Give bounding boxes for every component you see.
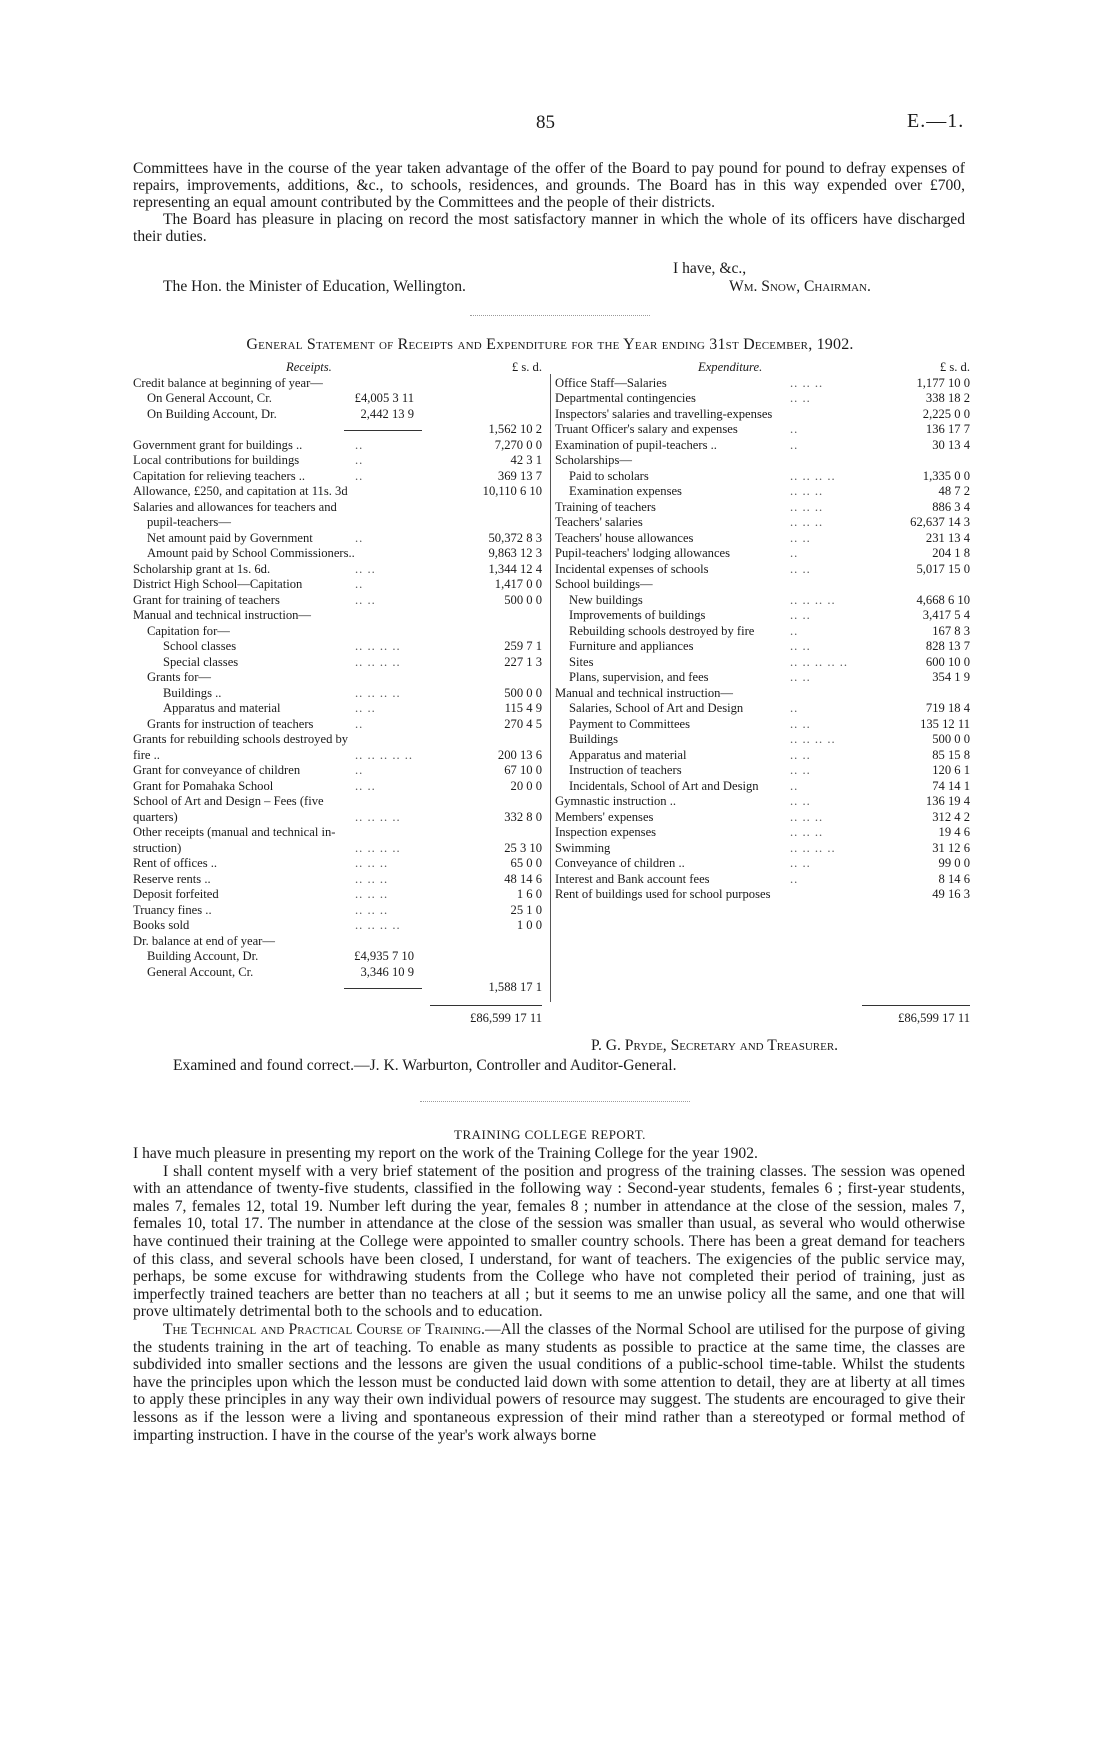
row-description: Grant for training of teachers xyxy=(133,592,280,607)
account-row xyxy=(133,593,542,609)
document-code: E.—1. xyxy=(907,110,965,132)
row-description: Capitation for— xyxy=(147,623,230,638)
leader-dots: .. xyxy=(790,701,799,715)
account-row xyxy=(133,531,542,547)
account-row xyxy=(133,934,542,950)
row-description: General Account, Cr. xyxy=(147,964,254,979)
row-amount: 5,017 15 0 xyxy=(916,561,970,576)
account-row xyxy=(133,980,542,996)
subtotal-rule xyxy=(344,430,422,431)
row-amount: 200 13 6 xyxy=(497,747,542,762)
row-amount: 312 4 2 xyxy=(932,809,970,824)
account-row xyxy=(555,856,970,872)
leader-dots: .. .. .. .. xyxy=(790,468,836,483)
row-description: Government grant for buildings .. xyxy=(133,437,303,452)
row-description: School of Art and Design – Fees (five xyxy=(133,794,324,808)
report-paragraph: I shall content myself with a very brief statement of the position and progress of the training classes. The session was opened with an attendance of twenty-five students, classified in the following way : Second-year students, females 6 ; first-year students, males 7, females 12, total 19. Number left during the year, females 8 ; number in attendance at the close of the session, males 7, females 10, total 17. The number in attendance at the close of the session was smaller than usual, as several who would otherwise have continued their training at the College were appointed to smaller country schools. There has been a great demand for teachers of this class, and several schools have been closed, I understand, for want of teachers. The exigencies of the public service may, perhaps, be some excuse for withdrawing students from the College who have not completed their period of training, just as imperfectly trained teachers are better than no teachers at all ; but it seems to me an unwise policy all the same, and one that will prove ultimately detrimental both to the schools and to education. xyxy=(133,1162,965,1321)
account-row xyxy=(555,376,970,392)
account-row xyxy=(555,407,970,423)
account-row xyxy=(133,438,542,454)
leader-dots: .. .. .. xyxy=(355,887,389,901)
account-row xyxy=(133,841,542,857)
account-row xyxy=(133,918,542,934)
account-row xyxy=(555,686,970,702)
row-description: Grants for— xyxy=(147,670,212,684)
leader-dots: .. .. xyxy=(790,856,811,870)
account-row xyxy=(555,717,970,733)
row-description: Rent of offices .. xyxy=(133,856,218,870)
account-row xyxy=(555,484,970,500)
statement-title: General Statement of Receipts and Expenditure for the Year ending 31st December, 1902. xyxy=(246,336,854,353)
leader-dots: .. .. .. .. xyxy=(355,809,401,824)
row-description: On General Account, Cr. xyxy=(147,391,272,405)
leader-dots: .. .. xyxy=(355,701,376,715)
row-amount: 65 0 0 xyxy=(510,856,542,870)
row-amount: 1,588 17 1 xyxy=(488,980,542,994)
account-row xyxy=(133,469,542,485)
leader-dots: .. .. .. xyxy=(790,515,824,529)
row-amount: 48 7 2 xyxy=(938,484,970,498)
row-amount: 4,668 6 10 xyxy=(916,592,970,607)
row-amount: 354 1 9 xyxy=(932,670,970,684)
row-amount: 30 13 4 xyxy=(932,437,970,452)
account-row xyxy=(555,624,970,640)
account-row xyxy=(555,872,970,888)
leader-dots: .. .. .. xyxy=(790,825,824,839)
row-description: Dr. balance at end of year— xyxy=(133,933,275,948)
row-description: Reserve rents .. xyxy=(133,871,211,886)
account-row xyxy=(555,732,970,748)
leader-dots: .. .. xyxy=(790,670,811,684)
auditor-certification: Examined and found correct.—J. K. Warburton, Controller and Auditor-General. xyxy=(173,1057,677,1074)
chairman-signature: Wm. Snow, Chairman. xyxy=(729,278,871,295)
leader-dots: .. xyxy=(355,763,364,777)
row-amount: 19 4 6 xyxy=(938,825,970,839)
account-row xyxy=(555,655,970,671)
report-paragraph: I have much pleasure in presenting my report on the work of the Training College for the year 1902. xyxy=(133,1145,758,1162)
account-row xyxy=(133,577,542,593)
row-description: Buildings .. xyxy=(163,685,222,700)
row-amount: 500 0 0 xyxy=(504,592,542,607)
row-description: Grants for rebuilding schools destroyed by xyxy=(133,732,349,746)
account-row xyxy=(555,608,970,624)
row-description: Capitation for relieving teachers .. xyxy=(133,468,306,483)
row-description: Examination expenses xyxy=(569,484,682,498)
row-description: Apparatus and material xyxy=(163,701,281,715)
row-description: Scholarship grant at 1s. 6d. xyxy=(133,561,271,576)
account-row xyxy=(133,810,542,826)
row-description: School classes xyxy=(163,639,237,653)
row-amount: 85 15 8 xyxy=(932,747,970,762)
receipts-header-row xyxy=(133,360,542,376)
account-row xyxy=(555,593,970,609)
row-amount: 115 4 9 xyxy=(504,701,542,715)
row-description: New buildings xyxy=(569,592,643,607)
account-row xyxy=(555,701,970,717)
leader-dots: .. .. .. xyxy=(355,902,389,917)
leader-dots: .. .. .. xyxy=(355,856,389,870)
account-row xyxy=(133,794,542,810)
row-description: Special classes xyxy=(163,654,239,669)
row-description: fire .. xyxy=(133,747,160,762)
leader-dots: .. .. .. xyxy=(790,809,824,824)
account-row xyxy=(555,577,970,593)
row-description: Credit balance at beginning of year— xyxy=(133,375,323,390)
account-row xyxy=(133,608,542,624)
account-row xyxy=(555,422,970,438)
row-description: Salaries, School of Art and Design xyxy=(569,701,744,715)
row-amount: 49 16 3 xyxy=(932,887,970,901)
leader-dots: .. .. .. xyxy=(355,871,389,886)
row-amount: 62,637 14 3 xyxy=(910,515,970,529)
row-amount: 2,225 0 0 xyxy=(922,406,970,421)
row-amount: 332 8 0 xyxy=(504,809,542,824)
leader-dots: .. xyxy=(355,577,364,591)
row-amount: 338 18 2 xyxy=(925,391,970,405)
row-amount: 1,562 10 2 xyxy=(488,422,542,436)
account-row xyxy=(133,903,542,919)
row-amount: 259 7 1 xyxy=(504,639,542,653)
row-amount: 204 1 8 xyxy=(932,546,970,560)
leader-dots: .. xyxy=(355,530,364,545)
account-row xyxy=(555,531,970,547)
account-row xyxy=(133,515,542,531)
account-row xyxy=(133,624,542,640)
row-description: Swimming xyxy=(555,840,611,855)
account-row xyxy=(133,949,542,965)
page-number: 85 xyxy=(536,112,555,133)
account-row xyxy=(555,391,970,407)
row-description: Local contributions for buildings xyxy=(133,453,300,467)
row-description: Plans, supervision, and fees xyxy=(569,670,709,684)
row-amount: 10,110 6 10 xyxy=(482,484,542,498)
row-description: Amount paid by School Commissioners.. xyxy=(147,546,355,560)
row-amount: 167 8 3 xyxy=(932,623,970,638)
row-amount: 7,270 0 0 xyxy=(494,437,542,452)
account-row xyxy=(133,422,542,438)
account-row xyxy=(555,453,970,469)
account-row xyxy=(133,655,542,671)
section-heading: The Technical and Practical Course of Training. xyxy=(163,1320,485,1338)
row-amount: 99 0 0 xyxy=(938,856,970,870)
row-description: On Building Account, Dr. xyxy=(147,406,277,421)
leader-dots: .. .. xyxy=(355,778,376,793)
account-row xyxy=(555,438,970,454)
row-description: Truant Officer's salary and expenses xyxy=(555,422,738,436)
expenditure-column xyxy=(555,360,970,903)
row-description: Other receipts (manual and technical in- xyxy=(133,825,336,839)
account-row xyxy=(555,515,970,531)
receipts-heading: Receipts. xyxy=(286,360,332,374)
report-paragraph xyxy=(133,1321,965,1444)
row-description: District High School—Capitation xyxy=(133,577,303,591)
account-row xyxy=(133,965,542,981)
leader-dots: .. xyxy=(355,453,364,467)
row-description: Manual and technical instruction— xyxy=(555,685,734,700)
row-amount: 9,863 12 3 xyxy=(488,546,542,560)
leader-dots: .. .. xyxy=(355,561,376,576)
leader-dots: .. .. .. .. xyxy=(355,918,401,932)
row-description: Grant for Pomahaka School xyxy=(133,778,274,793)
sub-amount: £4,935 7 10 xyxy=(354,949,414,963)
account-row xyxy=(133,562,542,578)
currency-header: £ s. d. xyxy=(511,360,542,374)
row-description: Rebuilding schools destroyed by fire xyxy=(569,623,755,638)
row-amount: 227 1 3 xyxy=(504,654,542,669)
leader-dots: .. xyxy=(790,871,799,886)
row-description: School buildings— xyxy=(555,577,653,591)
account-row xyxy=(133,453,542,469)
receipts-column xyxy=(133,360,542,996)
leader-dots: .. xyxy=(355,468,364,483)
account-row xyxy=(133,376,542,392)
row-amount: 1,335 0 0 xyxy=(922,468,970,483)
account-row xyxy=(555,825,970,841)
addressee: The Hon. the Minister of Education, Wellington. xyxy=(163,278,466,295)
leader-dots: .. xyxy=(355,437,364,452)
leader-dots: .. .. xyxy=(790,716,811,731)
leader-dots: .. .. .. .. xyxy=(355,639,401,653)
currency-header: £ s. d. xyxy=(939,360,970,374)
row-description: Instruction of teachers xyxy=(569,763,682,777)
row-description: struction) xyxy=(133,840,182,855)
row-amount: 20 0 0 xyxy=(510,778,542,793)
account-row xyxy=(555,670,970,686)
training-college-title: TRAINING COLLEGE REPORT. xyxy=(454,1127,646,1142)
row-description: Incidentals, School of Art and Design xyxy=(569,778,759,793)
leader-dots: .. .. xyxy=(790,639,811,653)
leader-dots: .. .. xyxy=(790,747,811,762)
account-row xyxy=(133,825,542,841)
leader-dots: .. .. .. .. xyxy=(355,840,401,855)
separator-rule xyxy=(470,315,650,316)
row-description: Gymnastic instruction .. xyxy=(555,794,677,808)
row-description: Examination of pupil-teachers .. xyxy=(555,437,717,452)
row-description: Salaries and allowances for teachers and xyxy=(133,499,337,514)
leader-dots: .. .. .. .. xyxy=(790,592,836,607)
leader-dots: .. .. .. .. xyxy=(790,840,836,855)
row-description: Net amount paid by Government xyxy=(147,530,313,545)
row-description: Paid to scholars xyxy=(569,468,649,483)
row-amount: 31 12 6 xyxy=(932,840,970,855)
leader-dots: .. xyxy=(790,623,799,638)
account-row xyxy=(555,562,970,578)
row-amount: 136 17 7 xyxy=(925,422,970,436)
row-description: Office Staff—Salaries xyxy=(555,375,667,390)
separator-rule xyxy=(420,1101,690,1102)
row-description: Pupil-teachers' lodging allowances xyxy=(555,546,731,560)
account-row xyxy=(555,546,970,562)
row-description: Inspection expenses xyxy=(555,825,657,839)
account-row xyxy=(133,732,542,748)
row-amount: 500 0 0 xyxy=(504,685,542,700)
row-description: Scholarships— xyxy=(555,453,632,467)
leader-dots: .. .. xyxy=(790,391,811,405)
sub-amount: 3,346 10 9 xyxy=(360,964,414,979)
row-amount: 1,177 10 0 xyxy=(916,375,970,390)
expenditure-total: £86,599 17 11 xyxy=(898,1011,970,1025)
account-row xyxy=(133,639,542,655)
row-amount: 120 6 1 xyxy=(932,763,970,777)
row-description: Teachers' salaries xyxy=(555,515,643,529)
account-row xyxy=(133,701,542,717)
row-description: Members' expenses xyxy=(555,809,654,824)
row-amount: 135 12 11 xyxy=(920,716,970,731)
row-description: Departmental contingencies xyxy=(555,391,696,405)
leader-dots: .. .. xyxy=(790,561,811,576)
account-row xyxy=(133,779,542,795)
account-row xyxy=(555,748,970,764)
row-description: Teachers' house allowances xyxy=(555,530,694,545)
account-row xyxy=(555,763,970,779)
row-amount: 500 0 0 xyxy=(932,732,970,746)
row-amount: 25 1 0 xyxy=(510,902,542,917)
leader-dots: .. .. .. .. .. xyxy=(355,747,414,762)
row-amount: 25 3 10 xyxy=(504,840,542,855)
row-amount: 600 10 0 xyxy=(925,654,970,669)
leader-dots: .. xyxy=(355,716,364,731)
account-row xyxy=(133,856,542,872)
account-row xyxy=(555,500,970,516)
intro-paragraph: Committees have in the course of the year taken advantage of the offer of the Board to pay pound for pound to defray expenses of repairs, improvements, additions, &c., to schools, residences, and grounds. The Board has in this way expended over £700, representing an equal amount contributed by the Committees and the people of their districts. xyxy=(133,160,965,211)
section-text: —All the classes of the Normal School are utilised for the purpose of giving the students training in the art of teaching. To enable as many students as possible to practice at the same time, the classes are subdivided into smaller sections and the lessons are given the usual conditions of a public-school time-table. Whilst the students have the principles upon which the lesson must be conducted laid down with some attention to detail, they are at liberty at all times to apply these principles in any way their own individual powers of resource may suggest. The students are encouraged to give their lessons as if the lesson were a living and spontaneous expression of their mind rather than a stereotyped or formal method of imparting instruction. I have in the course of the year's work always borne xyxy=(133,1320,965,1444)
row-description: Interest and Bank account fees xyxy=(555,871,710,886)
account-row xyxy=(133,500,542,516)
leader-dots: .. .. xyxy=(790,763,811,777)
account-row xyxy=(133,670,542,686)
column-divider xyxy=(550,374,551,1002)
row-amount: 369 13 7 xyxy=(497,468,542,483)
leader-dots: .. .. .. xyxy=(790,375,824,390)
expenditure-heading: Expenditure. xyxy=(698,360,763,374)
row-description: Truancy fines .. xyxy=(133,902,212,917)
row-amount: 270 4 5 xyxy=(504,716,542,731)
row-amount: 8 14 6 xyxy=(938,871,970,886)
expenditure-rows xyxy=(555,376,970,903)
row-amount: 74 14 1 xyxy=(932,778,970,793)
account-row xyxy=(133,407,542,423)
row-amount: 67 10 0 xyxy=(504,763,542,777)
row-description: Buildings xyxy=(569,732,618,746)
row-amount: 1,344 12 4 xyxy=(488,561,542,576)
row-amount: 3,417 5 4 xyxy=(922,608,970,622)
row-description: Grants for instruction of teachers xyxy=(147,716,314,731)
account-row xyxy=(555,841,970,857)
secretary-signature: P. G. Pryde, Secretary and Treasurer. xyxy=(591,1037,839,1054)
leader-dots: .. xyxy=(790,422,799,436)
sub-amount: 2,442 13 9 xyxy=(360,406,414,421)
row-amount: 50,372 8 3 xyxy=(488,530,542,545)
row-description: Improvements of buildings xyxy=(569,608,706,622)
row-description: Rent of buildings used for school purposes xyxy=(555,887,771,901)
leader-dots: .. xyxy=(790,778,799,793)
row-description: quarters) xyxy=(133,809,178,824)
row-amount: 828 13 7 xyxy=(925,639,970,653)
row-amount: 886 3 4 xyxy=(932,499,970,514)
expenditure-total-rule xyxy=(862,1005,970,1006)
account-row xyxy=(555,810,970,826)
leader-dots: .. .. .. .. xyxy=(355,685,401,700)
leader-dots: .. xyxy=(790,437,799,452)
leader-dots: .. .. .. .. .. xyxy=(790,654,849,669)
board-report-conclusion xyxy=(133,160,965,245)
account-row xyxy=(555,779,970,795)
account-row xyxy=(133,887,542,903)
row-amount: 1,417 0 0 xyxy=(494,577,542,591)
row-description: Training of teachers xyxy=(555,499,656,514)
account-row xyxy=(555,794,970,810)
row-description: Grant for conveyance of children xyxy=(133,763,301,777)
closing-formula: I have, &c., xyxy=(673,260,747,277)
subtotal-rule xyxy=(344,988,422,989)
account-row xyxy=(133,546,542,562)
account-row xyxy=(555,639,970,655)
row-amount: 48 14 6 xyxy=(504,871,542,886)
row-description: Deposit forfeited xyxy=(133,887,219,901)
row-description: Apparatus and material xyxy=(569,747,687,762)
row-description: Manual and technical instruction— xyxy=(133,608,312,622)
account-row xyxy=(133,763,542,779)
row-amount: 719 18 4 xyxy=(925,701,970,715)
row-description: Payment to Committees xyxy=(569,716,691,731)
row-amount: 136 19 4 xyxy=(925,794,970,808)
row-description: Books sold xyxy=(133,918,190,932)
row-amount: 231 13 4 xyxy=(925,530,970,545)
row-amount: 1 0 0 xyxy=(516,918,542,932)
leader-dots: .. .. xyxy=(790,530,811,545)
receipts-total-rule xyxy=(430,1005,542,1006)
receipts-rows xyxy=(133,376,542,996)
leader-dots: .. .. xyxy=(355,592,376,607)
leader-dots: .. .. xyxy=(790,608,811,622)
account-row xyxy=(133,484,542,500)
expenditure-header-row xyxy=(555,360,970,376)
account-row xyxy=(133,686,542,702)
account-row xyxy=(133,748,542,764)
leader-dots: .. xyxy=(790,546,799,560)
row-description: Sites xyxy=(569,654,594,669)
account-row xyxy=(555,469,970,485)
leader-dots: .. .. .. xyxy=(790,499,824,514)
row-amount: 1 6 0 xyxy=(516,887,542,901)
leader-dots: .. .. .. .. xyxy=(355,654,401,669)
row-amount: 42 3 1 xyxy=(510,453,542,467)
intro-paragraph: The Board has pleasure in placing on record the most satisfactory manner in which the whole of its officers have discharged their duties. xyxy=(133,211,965,245)
row-description: pupil-teachers— xyxy=(147,515,231,529)
row-description: Allowance, £250, and capitation at 11s. 3d xyxy=(133,484,348,498)
row-description: Conveyance of children .. xyxy=(555,856,685,870)
account-row xyxy=(133,872,542,888)
account-row xyxy=(555,887,970,903)
account-row xyxy=(133,391,542,407)
training-college-report xyxy=(133,1145,965,1444)
row-description: Incidental expenses of schools xyxy=(555,561,709,576)
receipts-total: £86,599 17 11 xyxy=(470,1011,542,1025)
leader-dots: .. .. xyxy=(790,794,811,808)
row-description: Furniture and appliances xyxy=(569,639,694,653)
leader-dots: .. .. .. xyxy=(790,484,824,498)
leader-dots: .. .. .. .. xyxy=(790,732,836,746)
sub-amount: £4,005 3 11 xyxy=(354,391,414,405)
row-description: Inspectors' salaries and travelling-expenses xyxy=(555,406,773,421)
row-description: Building Account, Dr. xyxy=(147,949,259,963)
account-row xyxy=(133,717,542,733)
